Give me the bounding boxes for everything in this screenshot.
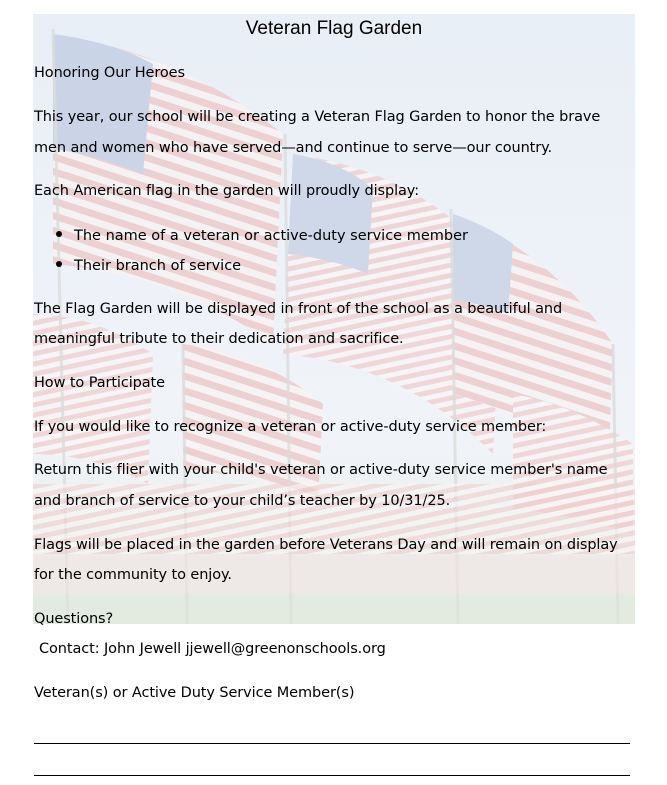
display-intro-text: Each American flag in the garden will proudly display: xyxy=(34,183,420,199)
member-write-line-1[interactable] xyxy=(34,743,630,744)
section-heading-participate: How to Participate xyxy=(34,375,165,391)
bullet-item xyxy=(56,258,241,274)
contact-info: Contact: John Jewell jjewell@greenonschools.org xyxy=(39,641,386,657)
questions-heading: Questions? xyxy=(34,611,114,627)
member-field-label: Veteran(s) or Active Duty Service Member(s) xyxy=(34,685,355,701)
placed-text-line-1: Flags will be placed in the garden before Veterans Day and will remain on display xyxy=(34,537,618,553)
placed-text-line-2: for the community to enjoy. xyxy=(34,567,232,583)
recognize-text: If you would like to recognize a veteran or active-duty service member: xyxy=(34,419,547,435)
section-heading-honoring: Honoring Our Heroes xyxy=(34,65,185,81)
intro-text-line-1: This year, our school will be creating a Veteran Flag Garden to honor the brave xyxy=(34,109,601,125)
bullet-text: Their branch of service xyxy=(74,258,242,274)
tribute-text-line-1: The Flag Garden will be displayed in front of the school as a beautiful and xyxy=(34,301,563,317)
return-text-line-2: and branch of service to your child’s teacher by 10/31/25. xyxy=(34,493,451,509)
return-text-line-1: Return this flier with your child's veteran or active-duty service member's name xyxy=(34,462,608,478)
intro-text-line-2: men and women who have served—and continue to serve—our country. xyxy=(34,140,553,156)
flag-garden-background-image xyxy=(33,14,635,624)
bullet-text: The name of a veteran or active-duty service member xyxy=(74,228,468,244)
member-write-line-2[interactable] xyxy=(34,775,630,776)
bullet-icon xyxy=(56,231,62,237)
bullet-icon xyxy=(56,261,62,267)
bullet-item xyxy=(56,228,468,244)
tribute-text-line-2: meaningful tribute to their dedication and sacrifice. xyxy=(34,331,404,347)
page-title: Veteran Flag Garden xyxy=(245,18,423,39)
